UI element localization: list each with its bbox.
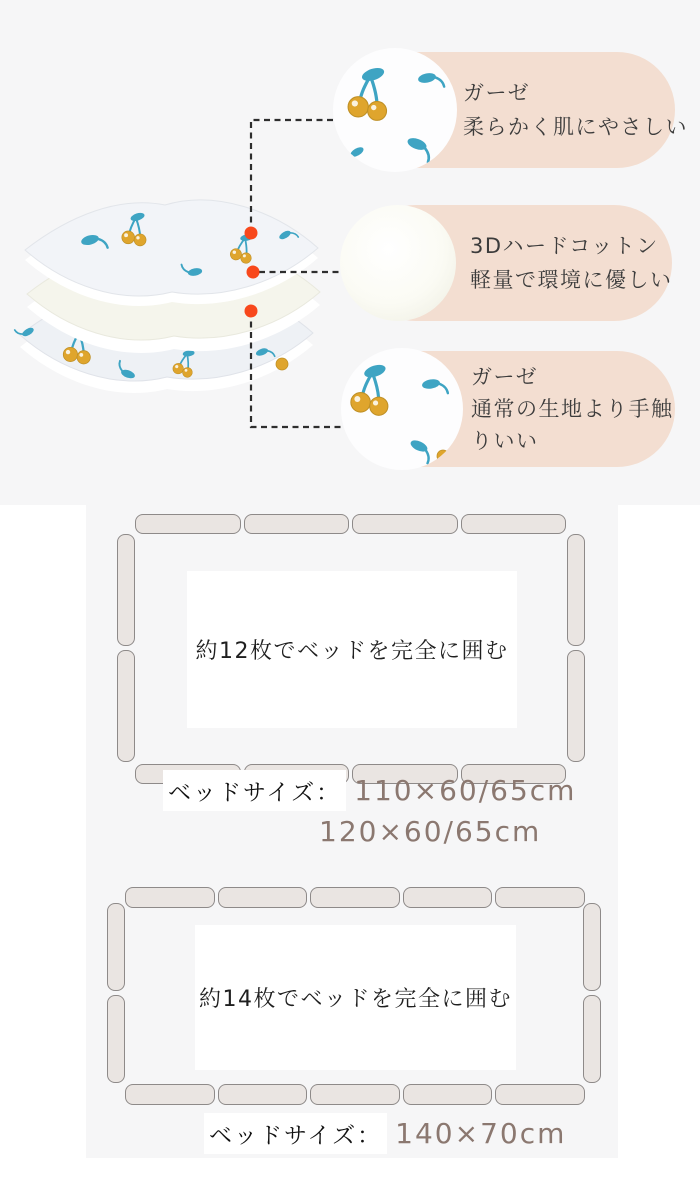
- bumper-pad: [218, 887, 308, 908]
- pad-row-top: [125, 887, 585, 908]
- callout-line: 軽量で環境に優しい: [470, 268, 673, 292]
- callout-title: ガーゼ: [463, 81, 531, 105]
- bumper-pad: [583, 995, 601, 1083]
- bed-diagram-14: [107, 887, 601, 1105]
- pad-row-top: [135, 514, 566, 534]
- pad-col-right: [567, 534, 585, 762]
- callout-gauze-bottom: [341, 348, 677, 470]
- callout-text: [471, 361, 674, 457]
- cotton-swatch: [340, 205, 456, 321]
- bed-size-value: 120×60/65cm: [319, 815, 542, 848]
- bumper-pad: [583, 903, 601, 991]
- gauze-fabric-swatch: [341, 348, 463, 470]
- diagram-caption: 約14枚でベッドを完全に囲む: [199, 987, 512, 1012]
- bumper-pad: [352, 514, 458, 534]
- bumper-pad: [117, 534, 135, 646]
- bumper-pad: [567, 534, 585, 646]
- callout-title: 3Dハードコットン: [470, 234, 659, 258]
- bumper-pad: [107, 903, 125, 991]
- bumper-pad: [403, 887, 493, 908]
- callout-text: [463, 76, 688, 144]
- bed-size-label: ベッドサイズ：: [163, 770, 346, 811]
- diagram-caption: 約12枚でベッドを完全に囲む: [195, 639, 509, 664]
- bumper-pad: [107, 995, 125, 1083]
- bumper-pad: [310, 887, 400, 908]
- callout-text: [470, 229, 673, 297]
- bumper-pad: [218, 1084, 308, 1105]
- bumper-pad: [567, 650, 585, 762]
- callout-line: 通常の生地より手触: [471, 397, 674, 421]
- bumper-pad: [495, 887, 585, 908]
- bumper-pad: [310, 1084, 400, 1105]
- pad-col-right: [583, 903, 601, 1083]
- gauze-fabric-swatch: [333, 48, 457, 172]
- callout-gauze-top: [333, 48, 688, 172]
- bumper-pad: [125, 1084, 215, 1105]
- bed-size-row: [204, 1113, 566, 1154]
- bed-size-value: 110×60/65cm: [354, 774, 577, 807]
- bumper-pad: [461, 514, 567, 534]
- bumper-pad: [135, 514, 241, 534]
- callout-title: ガーゼ: [471, 365, 539, 389]
- bumper-pad: [495, 1084, 585, 1105]
- callout-3d-cotton: [340, 205, 672, 321]
- pad-row-bottom: [125, 1084, 585, 1105]
- bed-size-row: [163, 770, 576, 811]
- bumper-pad: [125, 887, 215, 908]
- bumper-pad: [117, 650, 135, 762]
- bed-size-value: 140×70cm: [395, 1117, 567, 1150]
- pad-col-left: [107, 903, 125, 1083]
- pad-col-left: [117, 534, 135, 762]
- callout-line: 柔らかく肌にやさしい: [463, 115, 688, 139]
- bed-area: [187, 571, 517, 728]
- bed-size-row: [319, 815, 541, 848]
- bed-area: [195, 925, 516, 1070]
- callout-line: りいい: [471, 429, 539, 453]
- bumper-pad: [244, 514, 350, 534]
- bed-diagram-12: [117, 514, 585, 784]
- bed-size-label: ベッドサイズ：: [204, 1113, 387, 1154]
- bumper-pad: [403, 1084, 493, 1105]
